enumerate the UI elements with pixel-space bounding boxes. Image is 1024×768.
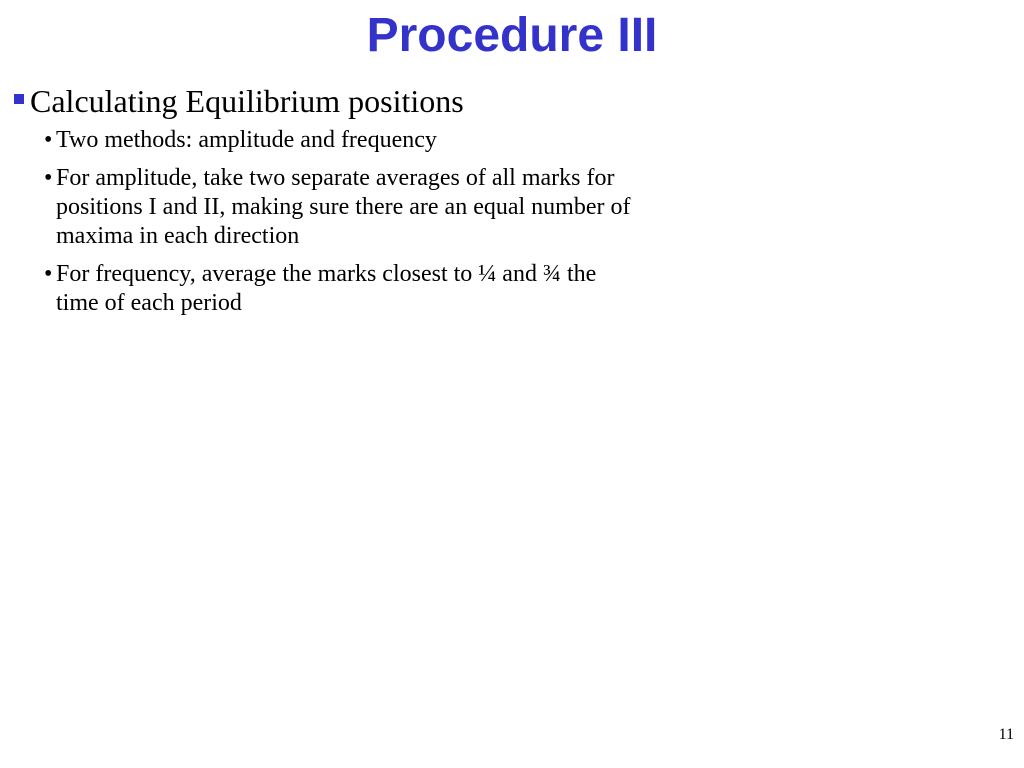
bullet-dot-icon: • (44, 127, 53, 153)
heading-bullet-item (14, 82, 654, 120)
list-item-text: For amplitude, take two separate averages of all marks for positions I and II, making sure there are an equal number of maxima in each direction (56, 165, 631, 249)
bullet-list (14, 82, 654, 327)
bullet-dot-icon: • (44, 165, 53, 191)
list-item-text: Two methods: amplitude and frequency (56, 127, 437, 153)
list-item (44, 164, 654, 251)
page-number: 11 (998, 726, 1014, 743)
list-item-text: For frequency, average the marks closest to ¼ and ¾ the time of each period (56, 261, 597, 316)
square-bullet-icon (14, 94, 24, 104)
list-item (44, 260, 654, 318)
list-item (44, 126, 654, 155)
bullet-dot-icon: • (44, 261, 53, 287)
slide-title: Procedure III (366, 9, 658, 62)
heading-bullet-text: Calculating Equilibrium positions (30, 83, 464, 119)
